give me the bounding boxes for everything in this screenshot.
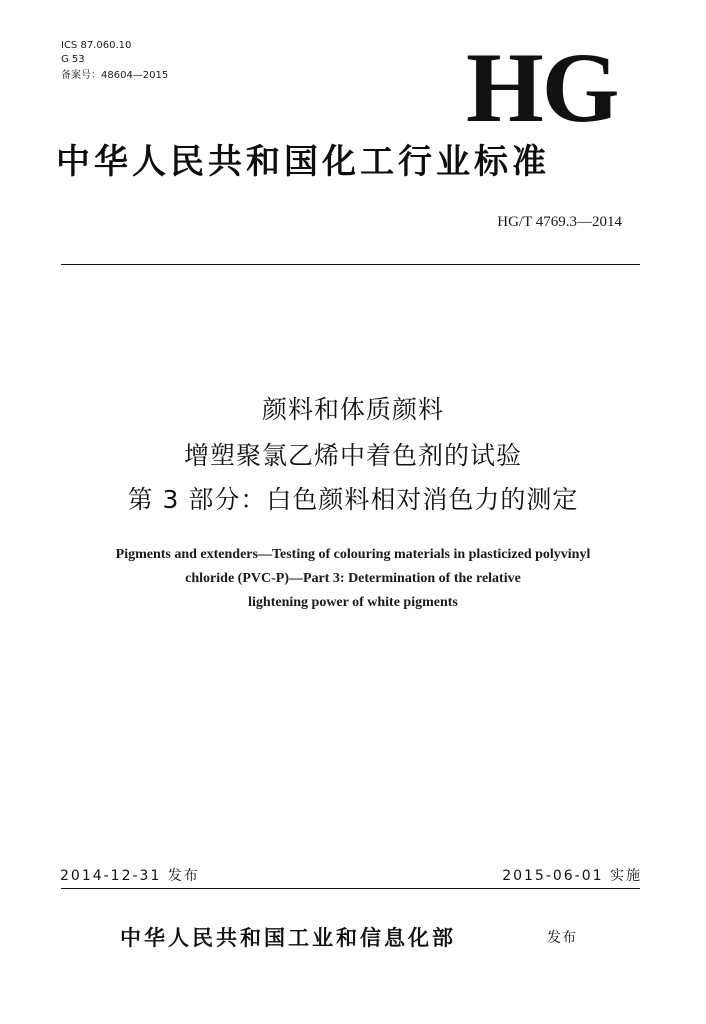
standard-number: HG/T 4769.3—2014 [497, 214, 622, 230]
hg-logo: HG [466, 32, 618, 143]
ics-code: ICS 87.060.10 [61, 40, 132, 51]
standard-category-title: 中华人民共和国化工行业标准 [56, 142, 550, 182]
title-en-line-2: chloride (PVC-P)—Part 3: Determination of the relative [185, 571, 521, 586]
top-divider [61, 264, 640, 265]
issue-date: 2014-12-31 发布 [60, 868, 200, 884]
title-cn-line-2: 增塑聚氯乙烯中着色剂的试验 [183, 441, 522, 470]
record-number: 备案号：48604—2015 [61, 70, 169, 81]
title-en-line-3: lightening power of white pigments [248, 595, 458, 610]
title-en-line-1: Pigments and extenders—Testing of colouring materials in plasticized polyvinyl [115, 547, 591, 562]
title-cn-line-3: 第 3 部分：白色颜料相对消色力的测定 [127, 485, 579, 514]
implementation-date: 2015-06-01 实施 [502, 868, 642, 884]
ccs-code: G 53 [61, 54, 85, 65]
title-cn-line-1: 颜料和体质颜料 [261, 395, 444, 424]
bottom-divider [61, 888, 640, 889]
issuer-action: 发布 [547, 930, 577, 946]
issuing-authority: 中华人民共和国工业和信息化部 [120, 925, 456, 950]
